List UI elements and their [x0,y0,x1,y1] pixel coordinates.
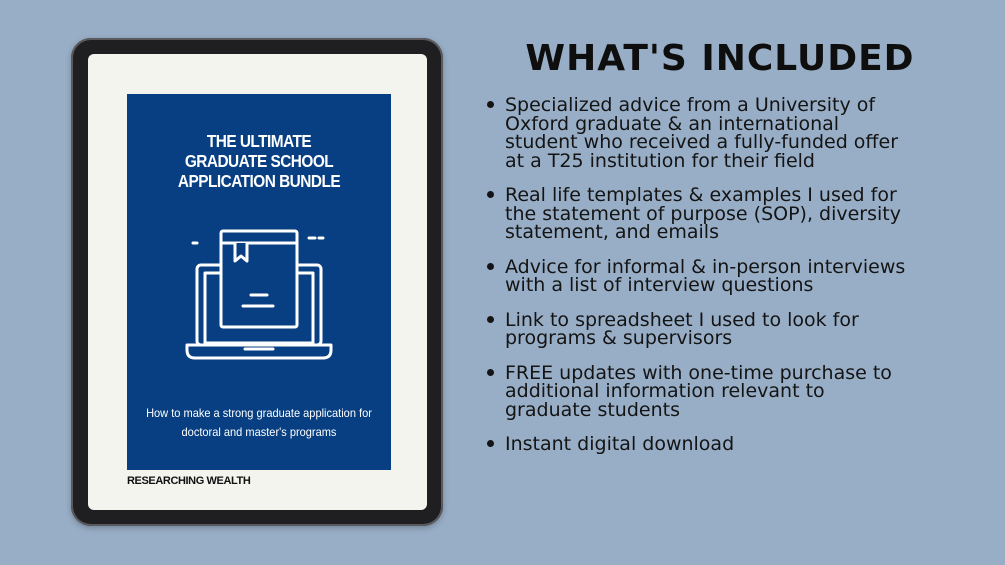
cover-title-line: GRADUATE SCHOOL [184,151,334,171]
list-item-text [505,96,987,170]
list-item [487,255,987,296]
list-item-text [505,361,987,421]
list-item-text [505,186,987,242]
included-list [487,96,987,470]
cover-title-line: APPLICATION BUNDLE [177,171,341,191]
cover-subtitle-line: doctoral and master's programs [181,425,337,439]
ebook-cover [127,94,391,470]
list-item [487,435,987,454]
list-item-line: statement, and emails [505,221,719,243]
list-item-line: Advice for informal & in-person interviews [505,255,906,278]
list-item-line: student who received a fully-funded offer [505,131,899,153]
list-item-line: additional information relevant to [505,380,825,402]
cover-subtitle-line: How to make a strong graduate application for [146,406,372,420]
list-item-line: with a list of interview questions [505,274,814,296]
list-item-line: Oxford graduate & an international [505,112,840,135]
list-item-line: Instant digital download [505,433,735,455]
list-item-line: programs & supervisors [505,327,733,349]
bullet-icon [487,101,494,108]
list-item [487,186,987,242]
list-item-text [505,255,987,296]
list-item [487,96,987,170]
brand-name: RESEARCHING WEALTH [127,475,251,487]
list-item-line: Specialized advice from a University of [505,94,876,116]
list-item [487,361,987,421]
bullet-icon [487,369,494,376]
list-item-line: graduate students [505,398,680,421]
list-item-line: FREE updates with one-time purchase to [505,361,892,384]
tablet-mockup [71,38,443,526]
list-item-line: Real life templates & examples I used for [505,184,897,206]
bullet-icon [487,263,494,270]
list-item-text [505,435,987,454]
cover-title [143,131,375,191]
list-item-text [505,308,987,349]
cover-title-line: THE ULTIMATE [206,131,312,151]
tablet-screen [88,54,427,510]
bullet-icon [487,191,494,198]
list-item-line: Link to spreadsheet I used to look for [505,308,859,331]
section-heading: WHAT'S INCLUDED [525,38,915,79]
cover-subtitle [143,404,375,442]
bullet-icon [487,316,494,323]
list-item-line: at a T25 institution for their field [505,149,815,172]
bullet-icon [487,440,494,447]
list-item-line: the statement of purpose (SOP), diversity [505,202,901,225]
laptop-with-book-icon [185,229,333,364]
list-item [487,308,987,349]
